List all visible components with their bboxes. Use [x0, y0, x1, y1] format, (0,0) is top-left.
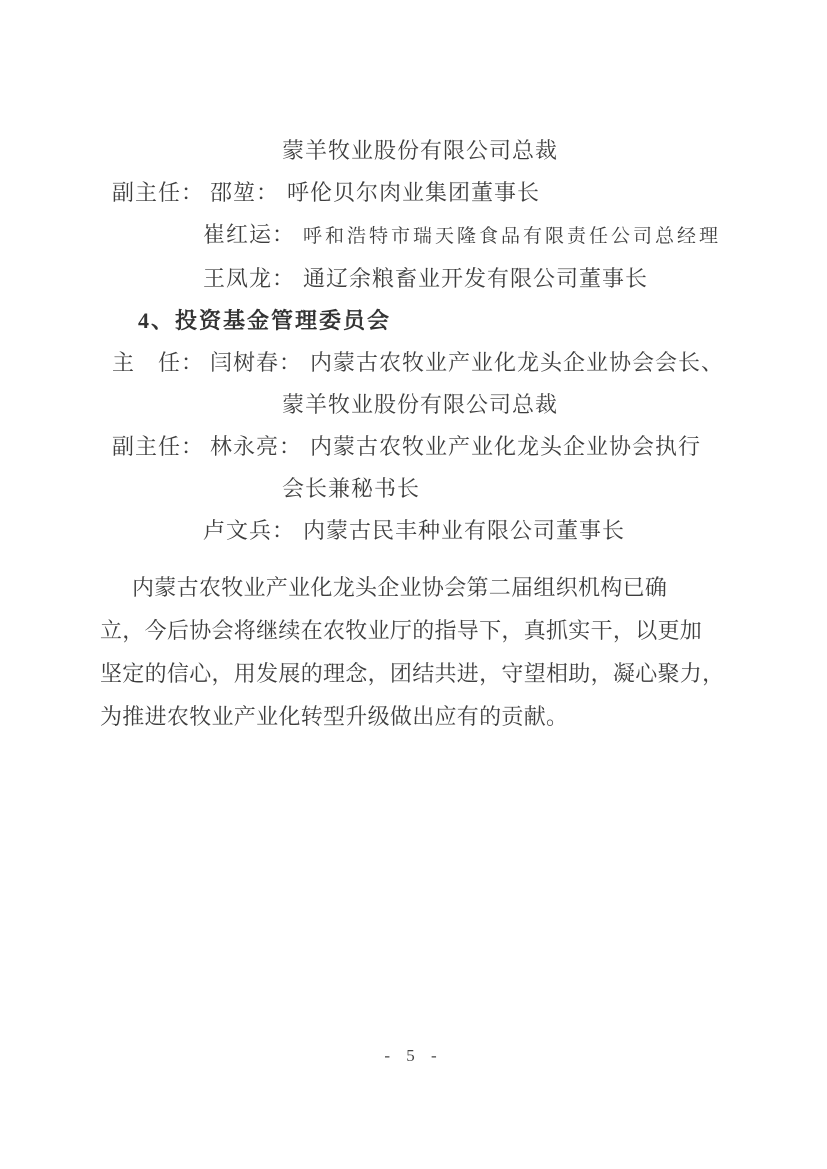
org-title-text: 通辽余粮畜业开发有限公司董事长 [303, 266, 649, 291]
role-label: 主 任： [112, 350, 205, 375]
page-number: - 5 - [384, 1046, 443, 1065]
closing-paragraph [0, 566, 827, 738]
roster-continuation-line [0, 384, 827, 426]
person-name: 闫树春： [210, 350, 303, 375]
org-title-text: 内蒙古民丰种业有限公司董事长 [303, 518, 626, 543]
roster-entry-line [0, 342, 827, 384]
org-title-text: 呼伦贝尔肉业集团董事长 [287, 180, 541, 205]
person-name: 崔红运： [203, 222, 296, 247]
roster-section [0, 130, 827, 552]
org-title-text: 呼和浩特市瑞天隆食品有限责任公司总经理 [303, 226, 722, 247]
roster-entry-line [0, 510, 827, 552]
roster-continuation-line [0, 468, 827, 510]
paragraph-line: 为推进农牧业产业化转型升级做出应有的贡献。 [100, 704, 569, 729]
paragraph-line: 内蒙古农牧业产业化龙头企业协会第二届组织机构已确 [132, 575, 668, 600]
paragraph-line: 坚定的信心，用发展的理念，团结共进，守望相助，凝心聚力， [100, 661, 725, 686]
roster-entry-line [0, 172, 827, 214]
person-name: 王凤龙： [203, 266, 296, 291]
person-name: 林永亮： [210, 434, 303, 459]
org-title-text: 蒙羊牧业股份有限公司总裁 [282, 138, 559, 163]
role-label: 副主任： [112, 180, 205, 205]
roster-entry-line [0, 426, 827, 468]
person-name: 邵堃： [210, 180, 280, 205]
paragraph-line: 立，今后协会将继续在农牧业厅的指导下，真抓实干，以更加 [100, 618, 703, 643]
committee-heading [0, 300, 827, 342]
roster-continuation-line [0, 130, 827, 172]
org-title-text: 内蒙古农牧业产业化龙头企业协会会长、 [310, 350, 725, 375]
roster-entry-line [0, 214, 827, 258]
org-title-text: 内蒙古农牧业产业化龙头企业协会执行 [310, 434, 702, 459]
role-label: 副主任： [112, 434, 205, 459]
org-title-text: 蒙羊牧业股份有限公司总裁 [282, 392, 559, 417]
org-title-text: 会长兼秘书长 [282, 476, 421, 501]
committee-heading-text: 4、投资基金管理委员会 [138, 308, 392, 333]
roster-entry-line [0, 258, 827, 300]
person-name: 卢文兵： [203, 518, 296, 543]
page-footer [0, 1046, 827, 1066]
